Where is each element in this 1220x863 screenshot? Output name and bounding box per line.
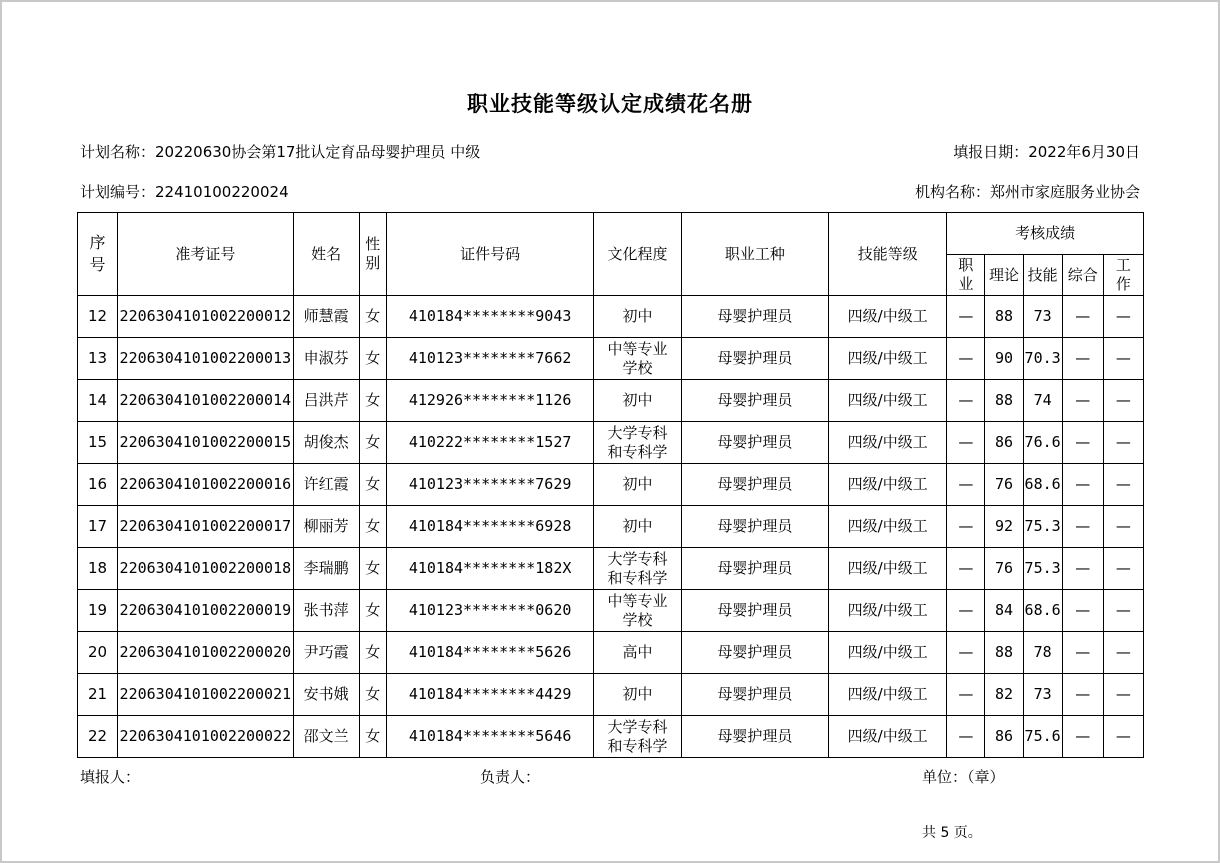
row-education: 中等专业学校	[594, 338, 681, 380]
row-occupation: 母婴护理员	[681, 548, 828, 590]
row-score-work: —	[1103, 590, 1143, 632]
row-id-no: 410184********9043	[386, 296, 594, 338]
row-gender: 女	[359, 632, 386, 674]
row-score-comprehensive: —	[1062, 380, 1103, 422]
row-score-professional: —	[947, 296, 985, 338]
row-gender: 女	[359, 716, 386, 758]
row-score-work: —	[1103, 338, 1143, 380]
row-score-comprehensive: —	[1062, 296, 1103, 338]
table-row	[78, 632, 1144, 674]
row-id-no: 410184********182X	[386, 548, 594, 590]
row-score-theory: 88	[985, 632, 1023, 674]
row-gender: 女	[359, 674, 386, 716]
row-id-no: 410184********4429	[386, 674, 594, 716]
row-skill-level: 四级/中级工	[829, 548, 947, 590]
row-score-theory: 92	[985, 506, 1023, 548]
row-score-skill: 75.3	[1023, 548, 1062, 590]
row-score-work: —	[1103, 422, 1143, 464]
row-id-no: 412926********1126	[386, 380, 594, 422]
row-seq: 16	[78, 464, 118, 506]
row-occupation: 母婴护理员	[681, 590, 828, 632]
row-score-theory: 88	[985, 296, 1023, 338]
row-gender: 女	[359, 338, 386, 380]
row-score-skill: 78	[1023, 632, 1062, 674]
row-education: 大学专科和专科学	[594, 716, 681, 758]
row-skill-level: 四级/中级工	[829, 674, 947, 716]
row-skill-level: 四级/中级工	[829, 632, 947, 674]
table-row	[78, 506, 1144, 548]
row-education: 初中	[594, 464, 681, 506]
row-exam-no: 2206304101002200013	[118, 338, 293, 380]
row-score-skill: 70.3	[1023, 338, 1062, 380]
row-exam-no: 2206304101002200019	[118, 590, 293, 632]
row-seq: 21	[78, 674, 118, 716]
row-score-skill: 73	[1023, 296, 1062, 338]
row-skill-level: 四级/中级工	[829, 716, 947, 758]
row-score-theory: 88	[985, 380, 1023, 422]
row-score-comprehensive: —	[1062, 422, 1103, 464]
row-score-work: —	[1103, 548, 1143, 590]
table-row	[78, 296, 1144, 338]
row-score-work: —	[1103, 716, 1143, 758]
responsible-label: 负责人：	[480, 768, 541, 786]
row-seq: 15	[78, 422, 118, 464]
organization-name: 机构名称：郑州市家庭服务业协会	[914, 183, 1140, 201]
header-education: 文化程度	[594, 213, 681, 296]
row-score-professional: —	[947, 506, 985, 548]
row-education: 大学专科和专科学	[594, 422, 681, 464]
row-name: 吕洪芹	[293, 380, 359, 422]
header-id-no: 证件号码	[386, 213, 594, 296]
row-score-comprehensive: —	[1062, 674, 1103, 716]
row-id-no: 410184********5646	[386, 716, 594, 758]
header-skill-level: 技能等级	[829, 213, 947, 296]
row-score-skill: 75.3	[1023, 506, 1062, 548]
score-table	[77, 212, 1144, 758]
row-name: 李瑞鹏	[293, 548, 359, 590]
row-skill-level: 四级/中级工	[829, 464, 947, 506]
row-exam-no: 2206304101002200014	[118, 380, 293, 422]
row-skill-level: 四级/中级工	[829, 422, 947, 464]
row-seq: 14	[78, 380, 118, 422]
row-score-comprehensive: —	[1062, 590, 1103, 632]
page-title: 职业技能等级认定成绩花名册	[467, 92, 753, 116]
row-name: 邵文兰	[293, 716, 359, 758]
row-score-theory: 84	[985, 590, 1023, 632]
row-score-skill: 68.6	[1023, 590, 1062, 632]
row-gender: 女	[359, 590, 386, 632]
row-score-comprehensive: —	[1062, 548, 1103, 590]
row-name: 师慧霞	[293, 296, 359, 338]
page-count: 共 5 页。	[922, 825, 982, 841]
row-name: 柳丽芳	[293, 506, 359, 548]
row-seq: 13	[78, 338, 118, 380]
row-skill-level: 四级/中级工	[829, 590, 947, 632]
row-score-work: —	[1103, 506, 1143, 548]
row-gender: 女	[359, 380, 386, 422]
row-occupation: 母婴护理员	[681, 674, 828, 716]
row-score-skill: 76.6	[1023, 422, 1062, 464]
row-seq: 12	[78, 296, 118, 338]
row-skill-level: 四级/中级工	[829, 380, 947, 422]
row-skill-level: 四级/中级工	[829, 296, 947, 338]
row-exam-no: 2206304101002200022	[118, 716, 293, 758]
row-id-no: 410222********1527	[386, 422, 594, 464]
row-score-comprehensive: —	[1062, 506, 1103, 548]
row-name: 申淑芬	[293, 338, 359, 380]
row-education: 初中	[594, 506, 681, 548]
row-seq: 20	[78, 632, 118, 674]
header-name: 姓名	[293, 213, 359, 296]
row-name: 尹巧霞	[293, 632, 359, 674]
row-occupation: 母婴护理员	[681, 380, 828, 422]
row-occupation: 母婴护理员	[681, 422, 828, 464]
row-exam-no: 2206304101002200015	[118, 422, 293, 464]
row-score-comprehensive: —	[1062, 716, 1103, 758]
row-score-work: —	[1103, 296, 1143, 338]
header-gender: 性别	[359, 213, 386, 296]
row-id-no: 410123********7662	[386, 338, 594, 380]
header-score-work: 工作	[1103, 255, 1143, 296]
unit-stamp-label: 单位：（章）	[922, 768, 1005, 786]
row-occupation: 母婴护理员	[681, 506, 828, 548]
row-score-theory: 82	[985, 674, 1023, 716]
plan-number: 计划编号：22410100220024	[80, 183, 289, 201]
plan-name: 计划名称：20220630协会第17批认定育品母婴护理员 中级	[80, 143, 481, 161]
row-education: 初中	[594, 296, 681, 338]
row-score-professional: —	[947, 464, 985, 506]
row-name: 安书娥	[293, 674, 359, 716]
row-score-professional: —	[947, 716, 985, 758]
filler-label: 填报人：	[80, 768, 141, 786]
row-occupation: 母婴护理员	[681, 296, 828, 338]
row-skill-level: 四级/中级工	[829, 338, 947, 380]
row-score-professional: —	[947, 338, 985, 380]
row-exam-no: 2206304101002200021	[118, 674, 293, 716]
row-occupation: 母婴护理员	[681, 716, 828, 758]
row-gender: 女	[359, 464, 386, 506]
row-occupation: 母婴护理员	[681, 632, 828, 674]
row-score-theory: 76	[985, 464, 1023, 506]
row-skill-level: 四级/中级工	[829, 506, 947, 548]
header-occupation: 职业工种	[681, 213, 828, 296]
table-row	[78, 590, 1144, 632]
score-table-body	[78, 296, 1144, 758]
row-score-skill: 75.6	[1023, 716, 1062, 758]
row-seq: 19	[78, 590, 118, 632]
header-score-skill: 技能	[1023, 255, 1062, 296]
row-exam-no: 2206304101002200018	[118, 548, 293, 590]
row-name: 胡俊杰	[293, 422, 359, 464]
table-row	[78, 380, 1144, 422]
row-education: 大学专科和专科学	[594, 548, 681, 590]
row-score-theory: 86	[985, 422, 1023, 464]
row-score-skill: 68.6	[1023, 464, 1062, 506]
header-score-theory: 理论	[985, 255, 1023, 296]
row-id-no: 410184********6928	[386, 506, 594, 548]
row-score-professional: —	[947, 674, 985, 716]
row-score-comprehensive: —	[1062, 632, 1103, 674]
row-education: 初中	[594, 674, 681, 716]
row-gender: 女	[359, 506, 386, 548]
row-score-work: —	[1103, 464, 1143, 506]
row-education: 中等专业学校	[594, 590, 681, 632]
row-exam-no: 2206304101002200012	[118, 296, 293, 338]
table-row	[78, 674, 1144, 716]
row-score-skill: 74	[1023, 380, 1062, 422]
table-row	[78, 338, 1144, 380]
table-row	[78, 716, 1144, 758]
row-gender: 女	[359, 422, 386, 464]
row-education: 高中	[594, 632, 681, 674]
table-row	[78, 422, 1144, 464]
row-score-work: —	[1103, 380, 1143, 422]
row-gender: 女	[359, 296, 386, 338]
table-row	[78, 548, 1144, 590]
row-score-work: —	[1103, 674, 1143, 716]
row-exam-no: 2206304101002200017	[118, 506, 293, 548]
row-score-professional: —	[947, 548, 985, 590]
row-score-professional: —	[947, 422, 985, 464]
row-id-no: 410123********7629	[386, 464, 594, 506]
row-seq: 18	[78, 548, 118, 590]
header-score-group: 考核成绩	[947, 213, 1144, 255]
row-score-work: —	[1103, 632, 1143, 674]
row-id-no: 410123********0620	[386, 590, 594, 632]
header-seq: 序号	[78, 213, 118, 296]
row-score-theory: 76	[985, 548, 1023, 590]
row-occupation: 母婴护理员	[681, 338, 828, 380]
row-exam-no: 2206304101002200016	[118, 464, 293, 506]
header-score-comprehensive: 综合	[1062, 255, 1103, 296]
row-seq: 22	[78, 716, 118, 758]
row-score-comprehensive: —	[1062, 464, 1103, 506]
fill-date: 填报日期：2022年6月30日	[953, 143, 1140, 161]
row-score-comprehensive: —	[1062, 338, 1103, 380]
header-score-professional: 职业	[947, 255, 985, 296]
row-occupation: 母婴护理员	[681, 464, 828, 506]
row-score-professional: —	[947, 590, 985, 632]
row-id-no: 410184********5626	[386, 632, 594, 674]
row-seq: 17	[78, 506, 118, 548]
row-name: 许红霞	[293, 464, 359, 506]
row-score-theory: 90	[985, 338, 1023, 380]
table-row	[78, 464, 1144, 506]
row-gender: 女	[359, 548, 386, 590]
row-score-skill: 73	[1023, 674, 1062, 716]
row-exam-no: 2206304101002200020	[118, 632, 293, 674]
row-score-professional: —	[947, 380, 985, 422]
row-education: 初中	[594, 380, 681, 422]
row-name: 张书萍	[293, 590, 359, 632]
header-exam-no: 准考证号	[118, 213, 293, 296]
row-score-professional: —	[947, 632, 985, 674]
row-score-theory: 86	[985, 716, 1023, 758]
